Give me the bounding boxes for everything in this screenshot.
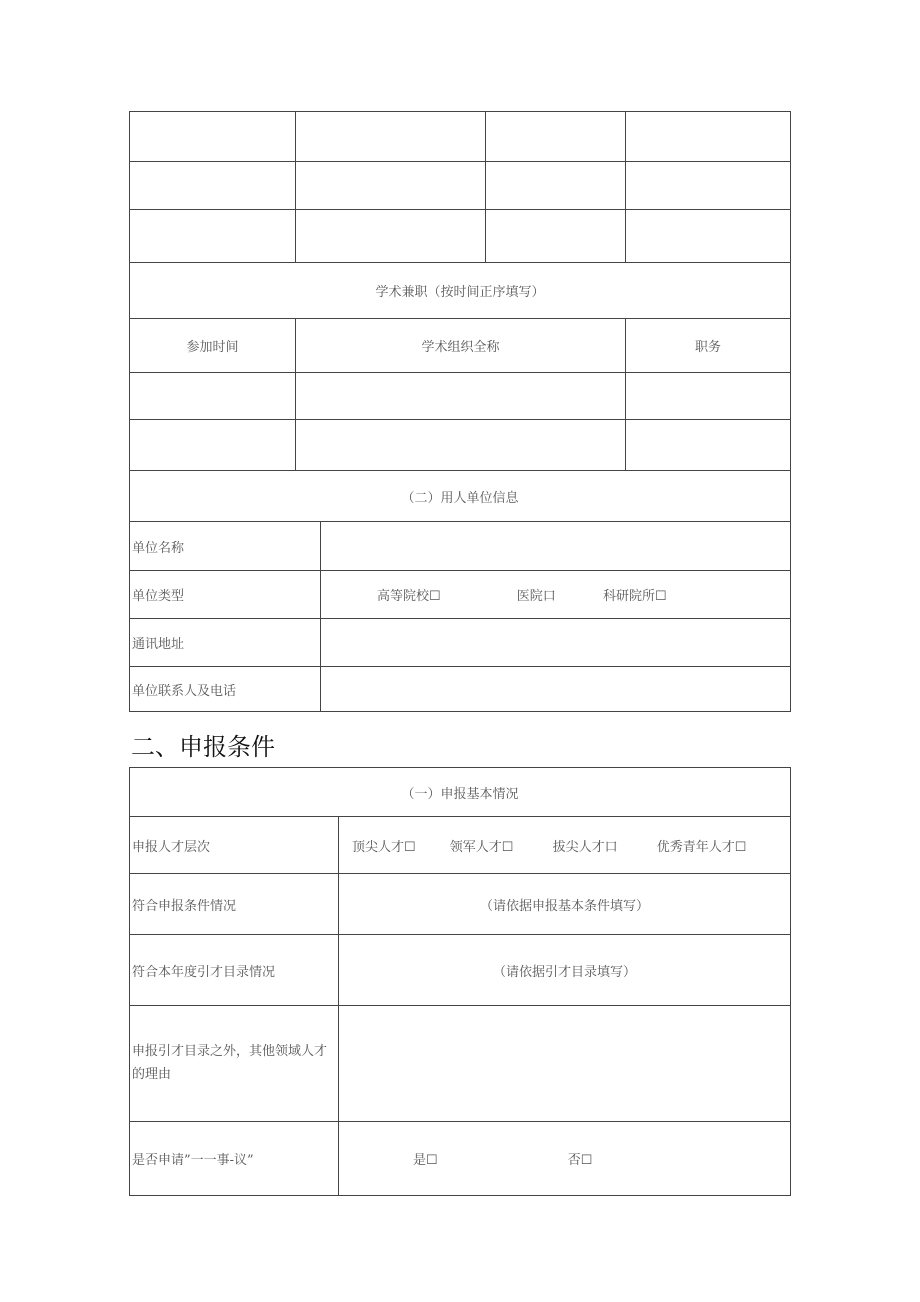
catalog-hint: （请依据引才目录填写） xyxy=(493,964,637,980)
option-young-talent[interactable]: 优秀青年人才☐ xyxy=(656,839,747,855)
option-leading-talent[interactable]: 领军人才☐ xyxy=(449,839,514,855)
employer-name-row xyxy=(130,522,791,571)
employer-name-field[interactable] xyxy=(321,522,791,571)
blank-cell[interactable] xyxy=(130,162,296,210)
apply-options xyxy=(339,1122,791,1196)
blank-cell[interactable] xyxy=(130,112,296,162)
other-reason-row xyxy=(130,1006,791,1122)
employer-address-label: 通讯地址 xyxy=(130,619,321,667)
academic-section-title: 学术兼职（按时间正序填写） xyxy=(130,263,791,319)
level-label: 申报人才层次 xyxy=(130,817,339,874)
form-table-conditions xyxy=(129,767,791,1196)
blank-cell[interactable] xyxy=(486,112,626,162)
other-reason-field[interactable] xyxy=(339,1006,791,1122)
option-outstanding-talent[interactable]: 拔尖人才口 xyxy=(552,839,618,855)
academic-position-cell[interactable] xyxy=(626,420,791,471)
employer-type-row xyxy=(130,571,791,619)
conditions-hint: （请依据申报基本条件填写） xyxy=(480,898,650,914)
other-reason-label: 申报引才目录之外，其他领域人才的理由 xyxy=(130,1006,339,1122)
catalog-field[interactable] xyxy=(339,935,791,1006)
blank-cell[interactable] xyxy=(296,210,486,263)
employer-contact-label: 单位联系人及电话 xyxy=(130,667,321,712)
blank-cell[interactable] xyxy=(626,162,791,210)
col-time-header: 参加时间 xyxy=(130,319,296,373)
blank-cell[interactable] xyxy=(296,112,486,162)
option-yes[interactable]: 是☐ xyxy=(413,1153,438,1168)
blank-row xyxy=(130,112,791,162)
employer-name-label: 单位名称 xyxy=(130,522,321,571)
academic-org-cell[interactable] xyxy=(296,373,626,420)
option-research-institute[interactable]: 科研院所☐ xyxy=(602,589,667,604)
employer-section-title: （二）用人单位信息 xyxy=(130,471,791,522)
employer-contact-field[interactable] xyxy=(321,667,791,712)
employer-type-options xyxy=(321,571,791,619)
blank-row xyxy=(130,210,791,263)
blank-cell[interactable] xyxy=(486,162,626,210)
employer-address-field[interactable] xyxy=(321,619,791,667)
catalog-row xyxy=(130,935,791,1006)
blank-cell[interactable] xyxy=(296,162,486,210)
section-heading-conditions: 二、申报条件 xyxy=(131,733,275,761)
blank-cell[interactable] xyxy=(130,210,296,263)
col-position-header: 职务 xyxy=(626,319,791,373)
academic-row xyxy=(130,373,791,420)
conditions-field[interactable] xyxy=(339,874,791,935)
academic-org-cell[interactable] xyxy=(296,420,626,471)
blank-cell[interactable] xyxy=(626,112,791,162)
basic-section-title: （一）申报基本情况 xyxy=(130,768,791,817)
catalog-label: 符合本年度引才目录情况 xyxy=(130,935,339,1006)
apply-row xyxy=(130,1122,791,1196)
conditions-row xyxy=(130,874,791,935)
level-row xyxy=(130,817,791,874)
conditions-label: 符合申报条件情况 xyxy=(130,874,339,935)
option-university[interactable]: 高等院校☐ xyxy=(377,589,441,604)
academic-row xyxy=(130,420,791,471)
academic-time-cell[interactable] xyxy=(130,373,296,420)
option-top-talent[interactable]: 顶尖人才☐ xyxy=(352,839,416,855)
option-no[interactable]: 否☐ xyxy=(567,1153,593,1168)
blank-cell[interactable] xyxy=(626,210,791,263)
col-org-header: 学术组织全称 xyxy=(296,319,626,373)
employer-type-label: 单位类型 xyxy=(130,571,321,619)
option-hospital[interactable]: 医院口 xyxy=(516,589,556,604)
blank-row xyxy=(130,162,791,210)
employer-address-row xyxy=(130,619,791,667)
apply-label: 是否申请”一一事-议” xyxy=(130,1122,339,1196)
academic-position-cell[interactable] xyxy=(626,373,791,420)
employer-contact-row xyxy=(130,667,791,712)
academic-time-cell[interactable] xyxy=(130,420,296,471)
level-options xyxy=(339,817,791,874)
form-table-top xyxy=(129,111,791,712)
blank-cell[interactable] xyxy=(486,210,626,263)
academic-header-row xyxy=(130,319,791,373)
